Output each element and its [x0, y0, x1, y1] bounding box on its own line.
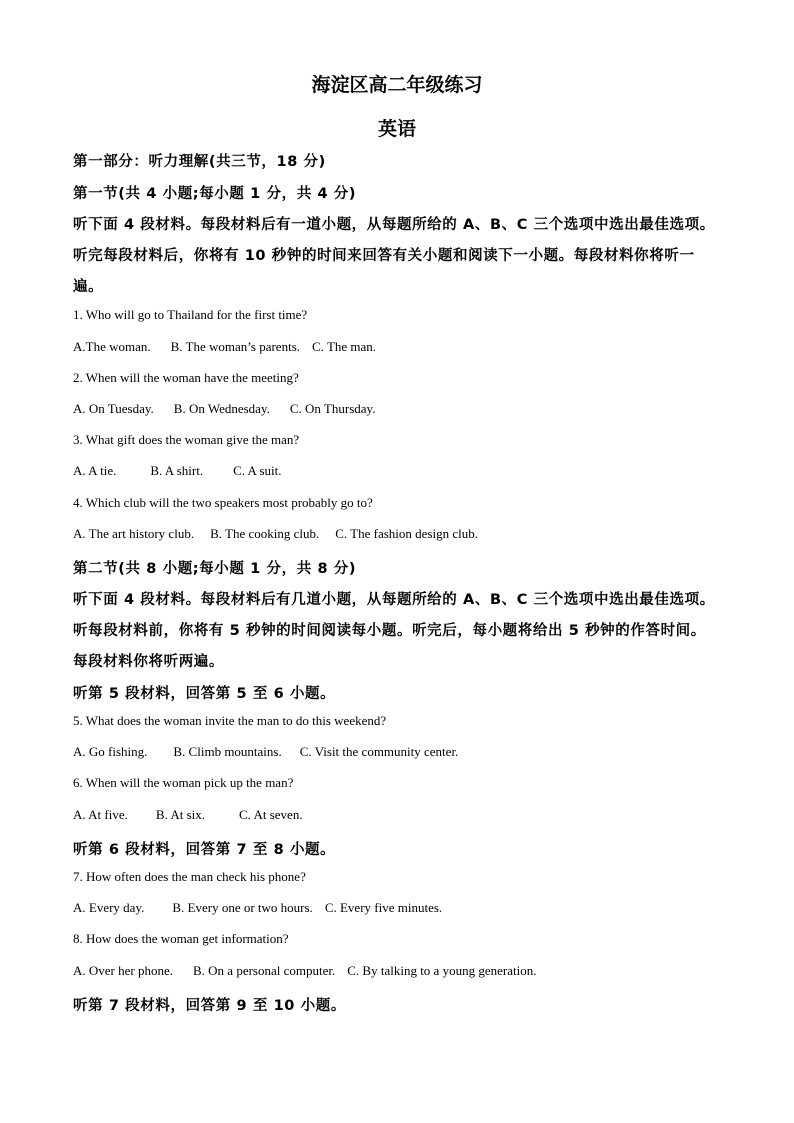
option-a: A. Every day. — [73, 900, 145, 915]
question-1: 1. Who will go to Thailand for the first time? — [73, 307, 308, 322]
passage-6-heading: 听第 6 段材料，回答第 7 至 8 小题。 — [73, 842, 336, 858]
option-c: C. Every five minutes. — [324, 900, 443, 915]
question-6-options — [73, 807, 303, 823]
passage-5-heading: 听第 5 段材料，回答第 5 至 6 小题。 — [73, 686, 336, 702]
option-c: C. On Thursday. — [289, 401, 376, 416]
option-a: A. Go fishing. — [73, 744, 148, 759]
question-2-options — [73, 401, 375, 417]
passage-7-heading: 听第 7 段材料，回答第 9 至 10 小题。 — [73, 998, 346, 1014]
question-8-options — [73, 963, 536, 979]
option-a: A.The woman. — [73, 339, 151, 354]
option-b: B. On a personal computer. — [193, 963, 336, 978]
question-7: 7. How often does the man check his phone? — [73, 869, 306, 884]
question-2: 2. When will the woman have the meeting? — [73, 370, 299, 385]
question-6: 6. When will the woman pick up the man? — [73, 775, 294, 790]
section1-instruction-2: 听完每段材料后，你将有 10 秒钟的时间来回答有关小题和阅读下一小题。每段材料你将听一 — [73, 248, 695, 264]
option-c: C. The fashion design club. — [335, 526, 478, 541]
option-c: C. Visit the community center. — [299, 744, 459, 759]
option-b: B. The woman’s parents. — [170, 339, 301, 354]
option-c: C. The man. — [312, 339, 377, 354]
question-4-options — [73, 526, 478, 542]
question-5-options — [73, 744, 458, 760]
section2-heading: 第二节(共 8 小题;每小题 1 分，共 8 分) — [73, 561, 357, 577]
section1-heading: 第一节(共 4 小题;每小题 1 分，共 4 分) — [73, 186, 357, 202]
option-b: B. At six. — [155, 807, 206, 822]
option-c: C. A suit. — [233, 463, 282, 478]
option-c: C. At seven. — [239, 807, 303, 822]
option-a: A. On Tuesday. — [73, 401, 154, 416]
option-a: A. A tie. — [73, 463, 117, 478]
question-4: 4. Which club will the two speakers most probably go to? — [73, 495, 373, 510]
section2-instruction-3: 每段材料你将听两遍。 — [73, 654, 224, 670]
option-b: B. On Wednesday. — [173, 401, 270, 416]
option-a: A. Over her phone. — [73, 963, 173, 978]
option-a: A. At five. — [73, 807, 128, 822]
question-3-options — [73, 463, 282, 479]
option-b: B. Climb mountains. — [173, 744, 282, 759]
option-b: B. The cooking club. — [210, 526, 320, 541]
section1-instruction-3: 遍。 — [73, 279, 104, 295]
question-1-options — [73, 339, 376, 355]
section2-instruction-1: 听下面 4 段材料。每段材料后有几道小题，从每题所给的 A、B、C 三个选项中选出最佳选项。 — [73, 592, 715, 608]
option-b: B. A shirt. — [150, 463, 204, 478]
option-a: A. The art history club. — [73, 526, 195, 541]
section2-instruction-2: 听每段材料前，你将有 5 秒钟的时间阅读每小题。听完后，每小题将给出 5 秒钟的作答时间。 — [73, 623, 706, 639]
option-c: C. By talking to a young generation. — [347, 963, 537, 978]
part1-heading: 第一部分：听力理解(共三节，18 分) — [73, 154, 326, 170]
question-3: 3. What gift does the woman give the man? — [73, 432, 300, 447]
question-8: 8. How does the woman get information? — [73, 931, 289, 946]
page-title: 海淀区高二年级练习 — [311, 74, 483, 96]
section1-instruction-1: 听下面 4 段材料。每段材料后有一道小题，从每题所给的 A、B、C 三个选项中选出最佳选项。 — [73, 217, 715, 233]
subject-title: 英语 — [377, 118, 416, 140]
question-7-options — [73, 900, 442, 916]
option-b: B. Every one or two hours. — [172, 900, 313, 915]
question-5: 5. What does the woman invite the man to do this weekend? — [73, 713, 387, 728]
